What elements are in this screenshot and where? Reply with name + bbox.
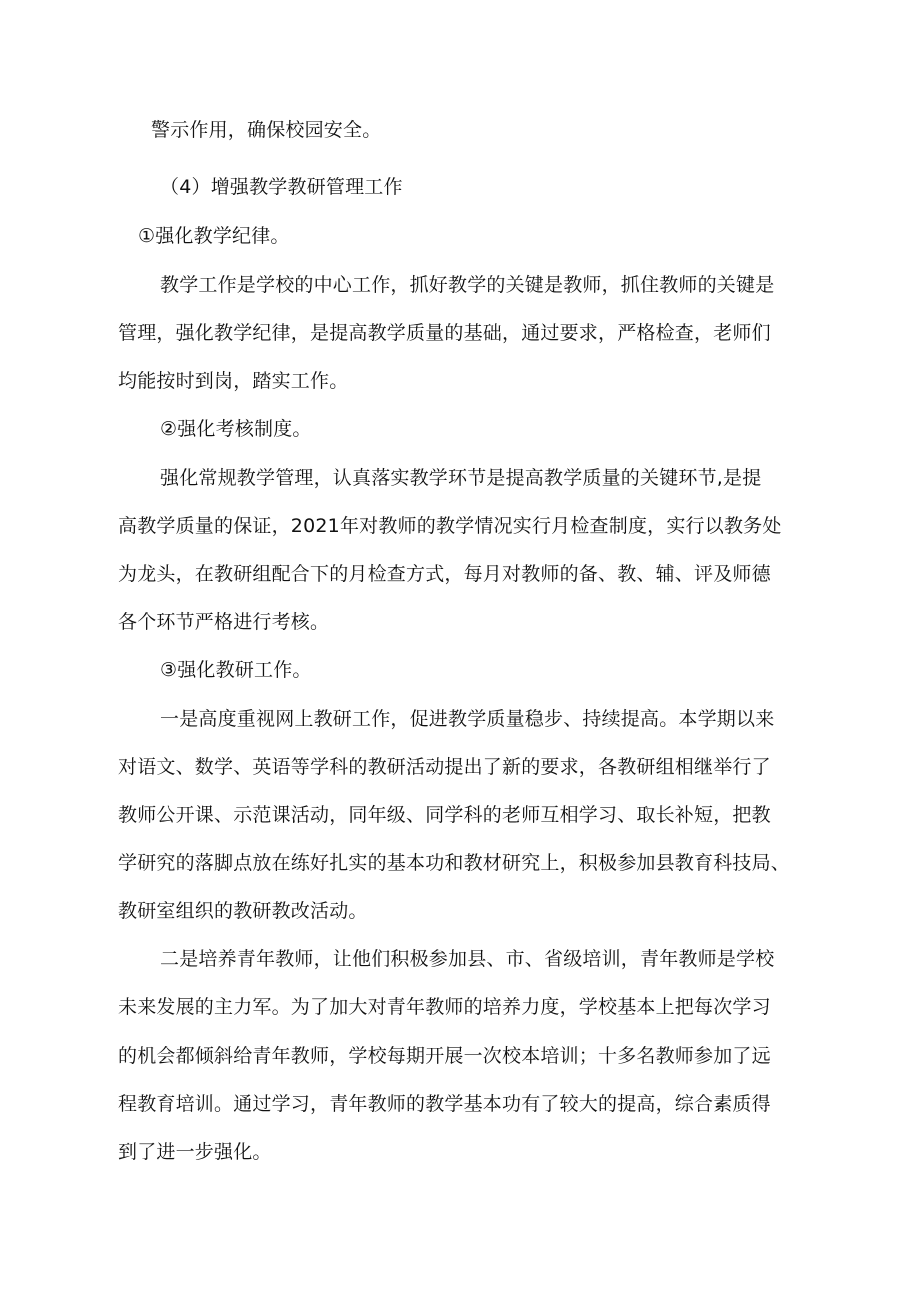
subsection-heading: ②强化考核制度。 (160, 418, 312, 440)
subsection-heading: ③强化教研工作。 (160, 659, 312, 681)
paragraph-line: 强化常规教学管理，认真落实教学环节是提高教学质量的关键环节,是提 (160, 467, 762, 489)
paragraph-line: 学研究的落脚点放在练好扎实的基本功和教材研究上，积极参加县教育科技局、 (118, 852, 791, 874)
paragraph-line: 为龙头，在教研组配合下的月检查方式，每月对教师的备、教、辅、评及师德 (118, 563, 771, 585)
paragraph-line: 均能按时到岗，踏实工作。 (118, 370, 349, 392)
paragraph-line: 教研室组织的教研教改活动。 (118, 900, 368, 922)
text-line: 警示作用，确保校园安全。 (151, 119, 382, 141)
section-heading: （4）增强教学教研管理工作 (160, 176, 403, 198)
paragraph-line: 未来发展的主力军。为了加大对青年教师的培养力度，学校基本上把每次学习 (118, 996, 771, 1018)
paragraph-line: 高教学质量的保证，2021年对教师的教学情况实行月检查制度，实行以教务处 (118, 515, 782, 537)
paragraph-line: 一是高度重视网上教研工作，促进教学质量稳步、持续提高。本学期以来 (160, 708, 775, 730)
subsection-heading: ①强化教学纪律。 (138, 225, 290, 247)
paragraph-line: 管理，强化教学纪律，是提高教学质量的基础，通过要求，严格检查，老师们 (118, 322, 771, 344)
paragraph-line: 二是培养青年教师，让他们积极参加县、市、省级培训，青年教师是学校 (160, 948, 775, 970)
paragraph-line: 程教育培训。通过学习，青年教师的教学基本功有了较大的提高，综合素质得 (118, 1093, 771, 1115)
paragraph-line: 对语文、数学、英语等学科的教研活动提出了新的要求，各教研组相继举行了 (118, 756, 771, 778)
paragraph-line: 教师公开课、示范课活动，同年级、同学科的老师互相学习、取长补短，把教 (118, 804, 771, 826)
paragraph-line: 到了进一步强化。 (118, 1141, 272, 1163)
paragraph-line: 各个环节严格进行考核。 (118, 611, 330, 633)
paragraph-line: 的机会都倾斜给青年教师，学校每期开展一次校本培训；十多名教师参加了远 (118, 1045, 771, 1067)
paragraph-line: 教学工作是学校的中心工作，抓好教学的关键是教师，抓住教师的关键是 (160, 274, 775, 296)
